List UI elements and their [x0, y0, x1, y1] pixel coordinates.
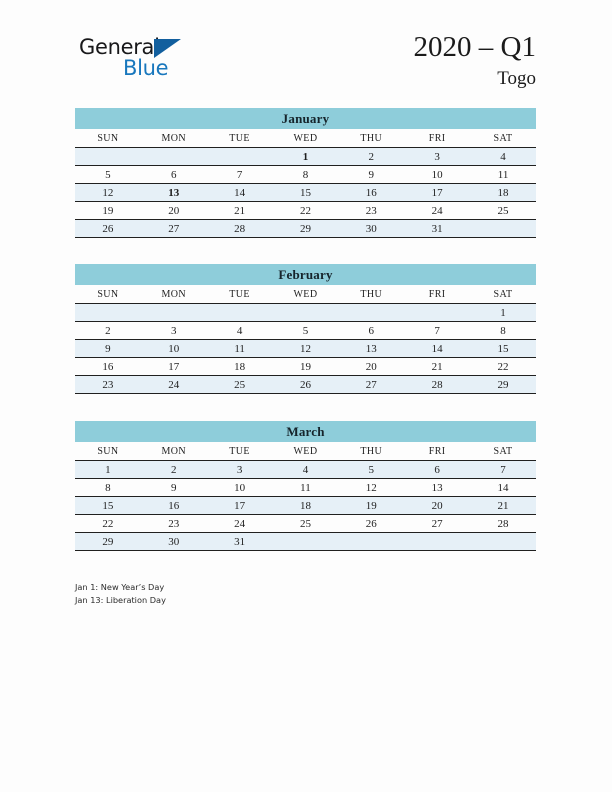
- weekday-header-sat: SAT: [470, 285, 536, 304]
- day-cell-24[interactable]: 24: [404, 202, 470, 220]
- day-cell-18[interactable]: 18: [207, 358, 273, 376]
- week-row: [75, 304, 536, 322]
- day-cell-28[interactable]: 28: [207, 220, 273, 238]
- day-cell-7[interactable]: 7: [404, 322, 470, 340]
- day-cell-empty: [75, 148, 141, 166]
- weekday-header-tue: TUE: [207, 285, 273, 304]
- day-cell-20[interactable]: 20: [141, 202, 207, 220]
- weekday-header-sun: SUN: [75, 285, 141, 304]
- day-cell-11[interactable]: 11: [273, 479, 339, 497]
- day-cell-6[interactable]: 6: [141, 166, 207, 184]
- day-cell-19[interactable]: 19: [273, 358, 339, 376]
- day-cell-empty: [470, 533, 536, 551]
- day-cell-empty: [141, 148, 207, 166]
- day-cell-22[interactable]: 22: [273, 202, 339, 220]
- day-cell-22[interactable]: 22: [75, 515, 141, 533]
- day-cell-empty: [338, 533, 404, 551]
- day-cell-5[interactable]: 5: [338, 461, 404, 479]
- day-cell-17[interactable]: 17: [207, 497, 273, 515]
- page-header: [0, 0, 612, 100]
- day-cell-22[interactable]: 22: [470, 358, 536, 376]
- day-cell-empty: [470, 220, 536, 238]
- week-row: [75, 376, 536, 394]
- day-cell-6[interactable]: 6: [338, 322, 404, 340]
- day-cell-23[interactable]: 23: [338, 202, 404, 220]
- week-row: [75, 184, 536, 202]
- weekday-header-sun: SUN: [75, 129, 141, 148]
- weekday-header-fri: FRI: [404, 285, 470, 304]
- day-cell-30[interactable]: 30: [338, 220, 404, 238]
- day-cell-27[interactable]: 27: [338, 376, 404, 394]
- week-row: [75, 220, 536, 238]
- day-cell-1[interactable]: 1: [273, 148, 339, 166]
- week-row: [75, 461, 536, 479]
- holiday-note: Jan 13: Liberation Day: [75, 594, 166, 605]
- day-cell-9[interactable]: 9: [75, 340, 141, 358]
- day-cell-empty: [404, 304, 470, 322]
- day-cell-18[interactable]: 18: [273, 497, 339, 515]
- day-cell-20[interactable]: 20: [338, 358, 404, 376]
- week-row: [75, 148, 536, 166]
- country-subtitle: Togo: [497, 68, 536, 89]
- week-row: [75, 533, 536, 551]
- day-cell-19[interactable]: 19: [75, 202, 141, 220]
- month-title: January: [75, 108, 536, 129]
- day-cell-10[interactable]: 10: [141, 340, 207, 358]
- day-cell-13[interactable]: 13: [404, 479, 470, 497]
- day-cell-18[interactable]: 18: [470, 184, 536, 202]
- day-cell-29[interactable]: 29: [273, 220, 339, 238]
- day-cell-14[interactable]: 14: [207, 184, 273, 202]
- weekday-header-thu: THU: [338, 285, 404, 304]
- month-grid: [75, 129, 536, 238]
- day-cell-empty: [404, 533, 470, 551]
- week-row: [75, 479, 536, 497]
- day-cell-empty: [75, 304, 141, 322]
- day-cell-23[interactable]: 23: [141, 515, 207, 533]
- day-cell-7[interactable]: 7: [470, 461, 536, 479]
- weekday-header-fri: FRI: [404, 442, 470, 461]
- week-row: [75, 497, 536, 515]
- day-cell-5[interactable]: 5: [75, 166, 141, 184]
- month-block-march: [75, 421, 536, 551]
- day-cell-24[interactable]: 24: [207, 515, 273, 533]
- day-cell-17[interactable]: 17: [141, 358, 207, 376]
- day-cell-empty: [141, 304, 207, 322]
- weekday-header-thu: THU: [338, 129, 404, 148]
- day-cell-31[interactable]: 31: [404, 220, 470, 238]
- weekday-header-mon: MON: [141, 285, 207, 304]
- weekday-header-sat: SAT: [470, 442, 536, 461]
- day-cell-25[interactable]: 25: [273, 515, 339, 533]
- day-cell-28[interactable]: 28: [470, 515, 536, 533]
- weekday-header-mon: MON: [141, 442, 207, 461]
- weekday-header-fri: FRI: [404, 129, 470, 148]
- day-cell-11[interactable]: 11: [470, 166, 536, 184]
- weekday-header-tue: TUE: [207, 129, 273, 148]
- day-cell-1[interactable]: 1: [75, 461, 141, 479]
- day-cell-6[interactable]: 6: [404, 461, 470, 479]
- day-cell-12[interactable]: 12: [338, 479, 404, 497]
- day-cell-27[interactable]: 27: [404, 515, 470, 533]
- week-row: [75, 166, 536, 184]
- day-cell-16[interactable]: 16: [338, 184, 404, 202]
- day-cell-21[interactable]: 21: [404, 358, 470, 376]
- brand-name-general: General: [79, 35, 160, 59]
- month-grid: [75, 285, 536, 394]
- day-cell-28[interactable]: 28: [404, 376, 470, 394]
- day-cell-21[interactable]: 21: [207, 202, 273, 220]
- day-cell-empty: [273, 304, 339, 322]
- day-cell-19[interactable]: 19: [338, 497, 404, 515]
- day-cell-16[interactable]: 16: [141, 497, 207, 515]
- weekday-header-sun: SUN: [75, 442, 141, 461]
- week-row: [75, 358, 536, 376]
- brand-logo[interactable]: [79, 36, 259, 84]
- day-cell-8[interactable]: 8: [75, 479, 141, 497]
- day-cell-15[interactable]: 15: [470, 340, 536, 358]
- weekday-header-row: [75, 285, 536, 304]
- day-cell-13[interactable]: 13: [338, 340, 404, 358]
- weekday-header-row: [75, 442, 536, 461]
- day-cell-21[interactable]: 21: [470, 497, 536, 515]
- day-cell-9[interactable]: 9: [338, 166, 404, 184]
- day-cell-10[interactable]: 10: [207, 479, 273, 497]
- day-cell-5[interactable]: 5: [273, 322, 339, 340]
- weekday-header-thu: THU: [338, 442, 404, 461]
- day-cell-15[interactable]: 15: [75, 497, 141, 515]
- month-title: March: [75, 421, 536, 442]
- day-cell-15[interactable]: 15: [273, 184, 339, 202]
- day-cell-20[interactable]: 20: [404, 497, 470, 515]
- day-cell-24[interactable]: 24: [141, 376, 207, 394]
- week-row: [75, 340, 536, 358]
- day-cell-4[interactable]: 4: [470, 148, 536, 166]
- day-cell-12[interactable]: 12: [273, 340, 339, 358]
- day-cell-25[interactable]: 25: [470, 202, 536, 220]
- day-cell-29[interactable]: 29: [75, 533, 141, 551]
- week-row: [75, 322, 536, 340]
- day-cell-3[interactable]: 3: [141, 322, 207, 340]
- month-title: February: [75, 264, 536, 285]
- day-cell-2[interactable]: 2: [75, 322, 141, 340]
- day-cell-26[interactable]: 26: [338, 515, 404, 533]
- weekday-header-tue: TUE: [207, 442, 273, 461]
- day-cell-empty: [207, 304, 273, 322]
- day-cell-16[interactable]: 16: [75, 358, 141, 376]
- day-cell-empty: [273, 533, 339, 551]
- page-title: 2020 – Q1: [413, 31, 536, 63]
- brand-name-blue: Blue: [123, 56, 169, 80]
- week-row: [75, 515, 536, 533]
- day-cell-26[interactable]: 26: [273, 376, 339, 394]
- day-cell-empty: [338, 304, 404, 322]
- month-block-february: [75, 264, 536, 394]
- day-cell-25[interactable]: 25: [207, 376, 273, 394]
- day-cell-4[interactable]: 4: [207, 322, 273, 340]
- month-grid: [75, 442, 536, 551]
- day-cell-9[interactable]: 9: [141, 479, 207, 497]
- day-cell-2[interactable]: 2: [141, 461, 207, 479]
- day-cell-23[interactable]: 23: [75, 376, 141, 394]
- day-cell-7[interactable]: 7: [207, 166, 273, 184]
- day-cell-14[interactable]: 14: [470, 479, 536, 497]
- day-cell-12[interactable]: 12: [75, 184, 141, 202]
- title-block: [414, 30, 536, 91]
- weekday-header-mon: MON: [141, 129, 207, 148]
- weekday-header-wed: WED: [273, 129, 339, 148]
- day-cell-11[interactable]: 11: [207, 340, 273, 358]
- weekday-header-sat: SAT: [470, 129, 536, 148]
- day-cell-13[interactable]: 13: [141, 184, 207, 202]
- day-cell-8[interactable]: 8: [273, 166, 339, 184]
- day-cell-empty: [207, 148, 273, 166]
- day-cell-1[interactable]: 1: [470, 304, 536, 322]
- day-cell-17[interactable]: 17: [404, 184, 470, 202]
- day-cell-30[interactable]: 30: [141, 533, 207, 551]
- week-row: [75, 202, 536, 220]
- day-cell-3[interactable]: 3: [207, 461, 273, 479]
- day-cell-26[interactable]: 26: [75, 220, 141, 238]
- day-cell-8[interactable]: 8: [470, 322, 536, 340]
- weekday-header-row: [75, 129, 536, 148]
- day-cell-27[interactable]: 27: [141, 220, 207, 238]
- day-cell-2[interactable]: 2: [338, 148, 404, 166]
- holiday-note: Jan 1: New Year’s Day: [75, 582, 165, 592]
- day-cell-29[interactable]: 29: [470, 376, 536, 394]
- day-cell-4[interactable]: 4: [273, 461, 339, 479]
- day-cell-3[interactable]: 3: [404, 148, 470, 166]
- day-cell-31[interactable]: 31: [207, 533, 273, 551]
- weekday-header-wed: WED: [273, 285, 339, 304]
- day-cell-14[interactable]: 14: [404, 340, 470, 358]
- holiday-notes-list: [75, 581, 166, 606]
- weekday-header-wed: WED: [273, 442, 339, 461]
- month-block-january: [75, 108, 536, 238]
- day-cell-10[interactable]: 10: [404, 166, 470, 184]
